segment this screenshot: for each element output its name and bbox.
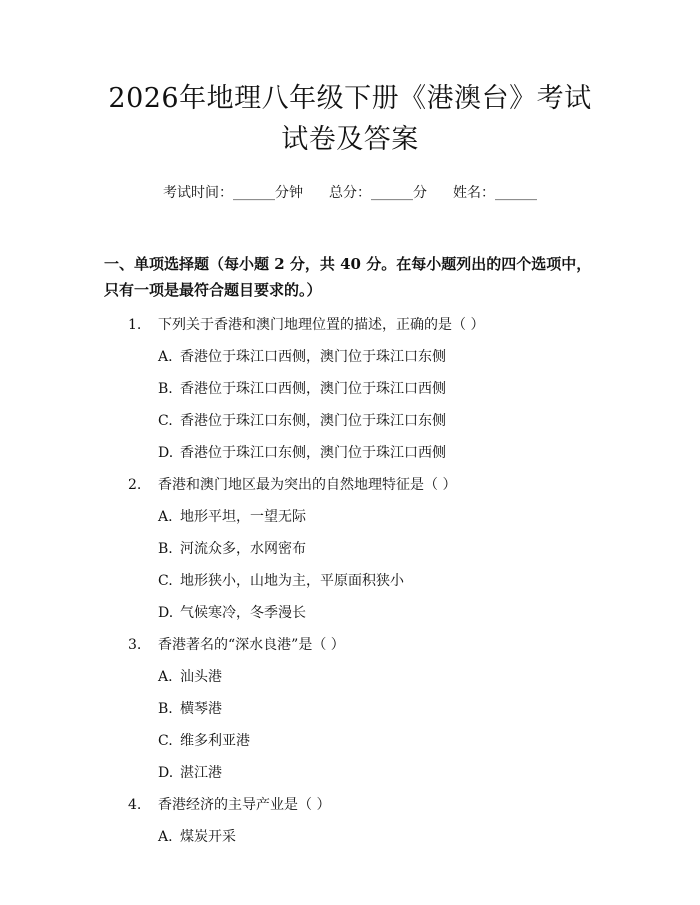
answer-option [104,763,596,783]
option-text: 地形平坦，一望无际 [180,509,306,525]
option-list [104,507,596,623]
question-number: 4. [128,797,142,813]
option-text: 河流众多，水网密布 [180,541,306,557]
answer-option [104,667,596,687]
question-list [104,315,596,847]
answer-option [104,507,596,527]
option-letter: C. [158,733,173,749]
question-stem [104,475,596,495]
option-letter: D. [158,765,174,781]
name-blank: ______ [495,185,537,201]
option-letter: C. [158,573,173,589]
option-text: 汕头港 [180,669,222,685]
question-number: 3. [128,637,142,653]
time-label: 考试时间： [163,185,233,201]
answer-option [104,347,596,367]
name-label: 姓名： [453,185,495,201]
answer-option [104,539,596,559]
question-text: 香港著名的“深水良港”是（ ） [158,637,345,653]
option-letter: D. [158,605,174,621]
answer-option [104,571,596,591]
option-text: 香港位于珠江口东侧，澳门位于珠江口东侧 [180,413,446,429]
option-letter: A. [158,349,173,365]
option-letter: D. [158,445,174,461]
question-text: 香港经济的主导产业是（ ） [158,797,331,813]
option-letter: B. [158,701,173,717]
answer-option [104,411,596,431]
question-item [104,635,596,783]
option-text: 横琴港 [180,701,222,717]
option-text: 气候寒冷，冬季漫长 [180,605,306,621]
answer-option [104,827,596,847]
exam-title: 2026年地理八年级下册《港澳台》考试试卷及答案 [108,83,592,155]
option-text: 湛江港 [180,765,222,781]
option-letter: C. [158,413,173,429]
section-heading: 一、单项选择题（每小题 2 分，共 40 分。在每小题列出的四个选项中，只有一项是最符合题目要求的。） [104,255,592,299]
question-number: 1. [128,317,142,333]
answer-option [104,603,596,623]
question-item [104,475,596,623]
answer-option [104,731,596,751]
option-list [104,827,596,847]
question-item [104,795,596,847]
score-unit: 分 [413,185,427,201]
option-letter: B. [158,381,173,397]
time-unit: 分钟 [275,185,303,201]
option-list [104,347,596,463]
question-stem [104,635,596,655]
question-number: 2. [128,477,142,493]
option-text: 香港位于珠江口西侧，澳门位于珠江口东侧 [180,349,446,365]
time-blank: ______ [233,185,275,201]
option-text: 地形狭小，山地为主，平原面积狭小 [180,573,404,589]
question-item [104,315,596,463]
answer-option [104,379,596,399]
option-list [104,667,596,783]
question-text: 下列关于香港和澳门地理位置的描述，正确的是（ ） [158,317,485,333]
option-text: 煤炭开采 [180,829,236,845]
option-text: 香港位于珠江口西侧，澳门位于珠江口西侧 [180,381,446,397]
option-letter: A. [158,669,173,685]
answer-option [104,699,596,719]
option-text: 维多利亚港 [180,733,250,749]
option-letter: B. [158,541,173,557]
score-blank: ______ [371,185,413,201]
question-stem [104,315,596,335]
option-text: 香港位于珠江口东侧，澳门位于珠江口西侧 [180,445,446,461]
question-stem [104,795,596,815]
score-label: 总分： [329,185,371,201]
option-letter: A. [158,509,173,525]
question-text: 香港和澳门地区最为突出的自然地理特征是（ ） [158,477,457,493]
exam-meta-line [104,183,596,203]
option-letter: A. [158,829,173,845]
answer-option [104,443,596,463]
